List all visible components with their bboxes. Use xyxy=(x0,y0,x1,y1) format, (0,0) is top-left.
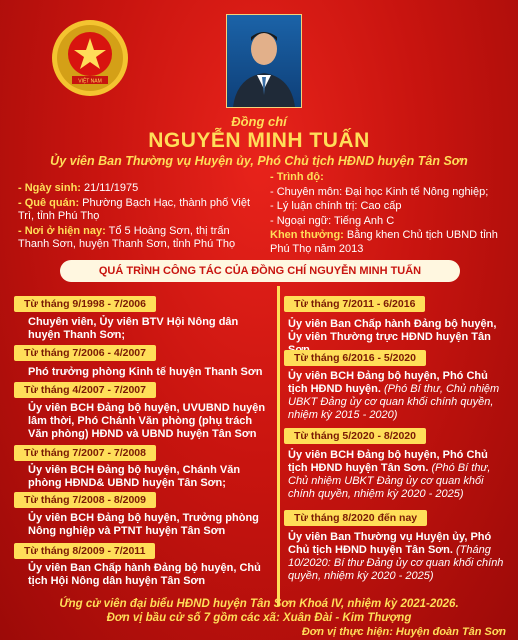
timeline-entry: Ủy viên BCH Đảng bộ huyện, Phó Chủ tịch HĐND huyện Tân Sơn. (Phó Bí thư, Chủ nhiệm UBKT Đảng ủy cơ quan khối chính quyền, nhiệm kỳ 2020 - 2025) xyxy=(288,449,491,500)
specialty-row: - Chuyên môn: Đại học Kinh tế Nông nghiệp; xyxy=(270,185,489,198)
section-title: QUÁ TRÌNH CÔNG TÁC CỦA ĐỒNG CHÍ NGUYỄN MINH TUẤN xyxy=(60,260,460,282)
education-label: - Trình độ: xyxy=(270,171,324,183)
timeline-date: Từ tháng 7/2011 - 6/2016 xyxy=(284,296,425,312)
emblem-label: VIỆT NAM xyxy=(78,78,102,85)
personal-info-right xyxy=(270,171,510,257)
personal-info-left xyxy=(18,182,258,253)
timeline-date: Từ tháng 7/2008 - 8/2009 xyxy=(14,492,156,508)
residence-row: - Nơi ở hiện nay: Tổ 5 Hoàng Sơn, thị trấn Thanh Sơn, huyện Thanh Sơn, tỉnh Phú Thọ xyxy=(18,224,236,250)
timeline-date: Từ tháng 8/2009 - 7/2011 xyxy=(14,543,155,559)
hometown-row: - Quê quán: Phường Bạch Hạc, thành phố Việt Trì, tỉnh Phú Thọ xyxy=(18,196,251,222)
greeting-text: Đồng chí xyxy=(231,114,287,129)
timeline-entry: Ủy viên BCH Đảng bộ huyện, UVUBND huyện lâm thời, Phó Chánh Văn phòng (phụ trách Văn phòng) HĐND và UBND huyện Tân Sơn xyxy=(28,402,266,440)
timeline-entry: Ủy viên BCH Đảng bộ huyện, Trưởng phòng Nông nghiệp và PTNT huyện Tân Sơn xyxy=(28,512,259,537)
footer-candidate-line: Ứng cử viên đại biểu HĐND huyện Tân Sơn Khoá IV, nhiệm kỳ 2021-2026. xyxy=(59,598,459,610)
footer-constituency-line: Đơn vị bầu cử số 7 gồm các xã: Xuân Đài - Kim Thượng xyxy=(106,612,412,624)
timeline-date: Từ tháng 4/2007 - 7/2007 xyxy=(14,382,156,398)
dob-row: - Ngày sinh: 21/11/1975 xyxy=(18,182,139,194)
timeline-date: Từ tháng 7/2006 - 4/2007 xyxy=(14,345,156,361)
candidate-position: Ủy viên Ban Thường vụ Huyện ủy, Phó Chủ tịch HĐND huyện Tân Sơn xyxy=(50,154,468,168)
timeline-entry: Phó trưởng phòng Kinh tế huyện Thanh Sơn xyxy=(28,366,263,378)
portrait-photo xyxy=(226,14,302,108)
timeline-entry: Ủy viên Ban Chấp hành Đảng bộ huyện, Chủ tịch Hội Nông dân huyện Tân Sơn xyxy=(28,562,261,587)
candidate-name: NGUYỄN MINH TUẤN xyxy=(148,129,370,152)
language-row: - Ngoại ngữ: Tiếng Anh C xyxy=(270,214,395,227)
timeline-date: Từ tháng 8/2020 đến nay xyxy=(284,510,427,526)
politics-row: - Lý luận chính trị: Cao cấp xyxy=(270,200,402,212)
timeline-entry: Ủy viên BCH Đảng bộ huyện, Chánh Văn phòng HĐND& UBND huyện Tân Sơn; xyxy=(28,464,241,489)
timeline-date: Từ tháng 7/2007 - 7/2008 xyxy=(14,445,156,461)
timeline-entry: Ủy viên BCH Đảng bộ huyện, Phó Chủ tịch HĐND huyện. (Phó Bí thư, Chủ nhiệm UBKT Đảng ủy cơ quan khối chính quyền, nhiệm kỳ 2015 - 2020) xyxy=(288,370,500,421)
timeline-entry: Chuyên viên, Ủy viên BTV Hội Nông dân huyện Thanh Sơn; xyxy=(28,316,239,341)
award-row: Khen thưởng: Bằng khen Chủ tịch UBND tỉnh Phú Thọ năm 2013 xyxy=(270,229,498,255)
footer-producer-line: Đơn vị thực hiện: Huyện đoàn Tân Sơn xyxy=(301,626,506,638)
timeline-date: Từ tháng 6/2016 - 5/2020 xyxy=(284,350,426,366)
timeline-entry: Ủy viên Ban Chấp hành Đảng bộ huyện, Ủy viên Thường trực HĐND huyện Tân xyxy=(288,318,497,343)
national-emblem-icon xyxy=(50,18,130,98)
timeline-date: Từ tháng 5/2020 - 8/2020 xyxy=(284,428,426,444)
person-silhouette-icon xyxy=(227,15,301,107)
timeline-divider xyxy=(277,286,280,606)
timeline-entry: Ủy viên Ban Thường vụ Huyện ủy, Phó Chủ tịch HĐND huyện Tân Sơn. (Tháng 10/2020: Bí thư Đảng ủy cơ quan khối chính quyền, nhiệm kỳ 2020 - 2025) xyxy=(288,531,504,582)
timeline-date: Từ tháng 9/1998 - 7/2006 xyxy=(14,296,156,312)
